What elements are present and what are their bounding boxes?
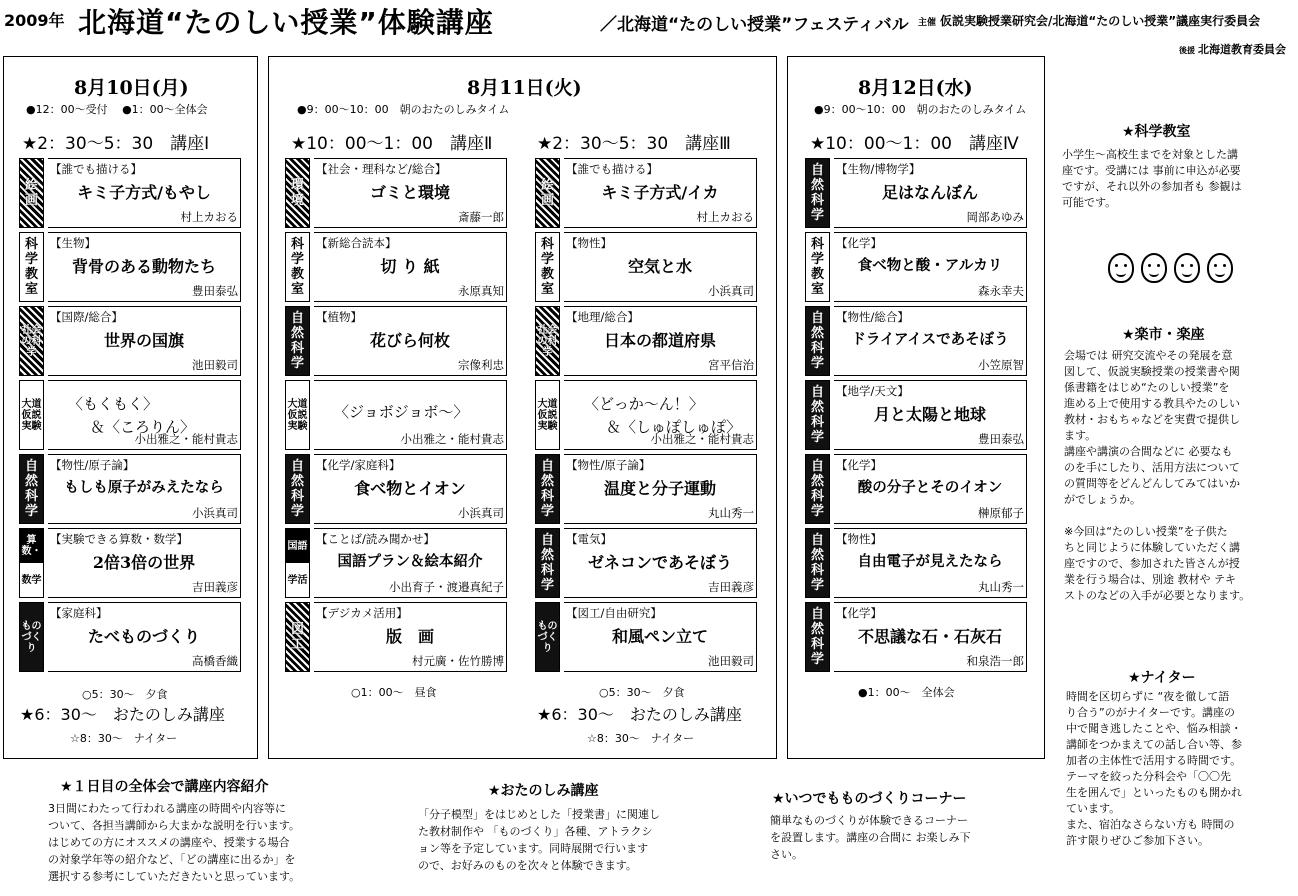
session-title-line2: ＆〈しゅぽしゅぽ〉: [606, 418, 742, 436]
session-presenter: 小笠原智: [978, 358, 1024, 372]
organizer-label: 主催: [918, 18, 937, 28]
session-body: [48, 602, 241, 672]
fun-lecture-text: [418, 806, 660, 874]
session-presenter: 小出雅之・能村貴志: [650, 432, 754, 446]
session-title: キミ子方式/もやし: [77, 183, 211, 202]
session-category: 【植物】: [316, 310, 362, 324]
session-title: 世界の国旗: [103, 331, 184, 350]
day-schedule: ●9：00〜10：00 朝のおたのしみタイム: [814, 103, 1027, 116]
session-presenter: 斎藤一郎: [458, 210, 504, 224]
text-line: 中で聞き逃したことや、悩み相談・: [1066, 722, 1242, 735]
session-presenter: 村上カおる: [696, 210, 754, 224]
genre-tab: 科学教室: [19, 232, 44, 302]
session-card: [285, 378, 507, 452]
session-card: [805, 304, 1027, 378]
session-column: [19, 156, 241, 674]
session-slot: ★2：30〜5：30 講座Ⅰ: [22, 134, 210, 154]
session-body: [48, 454, 241, 524]
text-line: がでしょうか。: [1064, 493, 1141, 506]
session-category: 【デジカメ活用】: [316, 606, 408, 620]
session-card: [535, 304, 757, 378]
session-body: [314, 602, 507, 672]
session-slot: ★10：00〜1：00 講座Ⅱ: [291, 134, 493, 154]
intro-text: [48, 800, 300, 885]
intro-heading: ★１日目の全体会で講座内容紹介: [60, 779, 269, 795]
text-line: 許す限りぜひご参加下さい。: [1066, 834, 1209, 847]
session-category: 【物性/総合】: [836, 310, 909, 324]
session-title: 不思議な石・石灰石: [857, 627, 1002, 646]
session-category: 【生物】: [50, 236, 96, 250]
nighter-text: [1066, 689, 1294, 849]
session-presenter: 永原真知: [458, 284, 504, 298]
session-body: [314, 528, 507, 598]
session-body: [834, 528, 1027, 598]
session-body: [834, 158, 1027, 228]
session-title: 月と太陽と地球: [873, 405, 986, 424]
genre-tab: 社会の科学: [535, 306, 560, 376]
genre-tab-top: 国語: [286, 529, 309, 563]
session-card: [805, 378, 1027, 452]
session-card: [285, 156, 507, 230]
session-body: [564, 158, 757, 228]
smiley-face-icon: [1207, 253, 1233, 283]
session-body: [564, 602, 757, 672]
session-presenter: 小浜真司: [458, 506, 504, 520]
text-line: ています。: [1066, 802, 1121, 815]
session-card: [535, 156, 757, 230]
genre-tab: 自然科学: [805, 306, 830, 376]
session-card: [19, 600, 241, 674]
session-body: [48, 380, 241, 450]
science-heading: ★科学教室: [1122, 124, 1191, 140]
session-title: もしも原子がみえたなら: [64, 479, 224, 496]
session-card: [19, 156, 241, 230]
text-line: の対象学年等の紹介など、「どの講座に出るか」を: [48, 853, 296, 866]
session-body: [314, 158, 507, 228]
genre-tab: 自然科学: [805, 380, 830, 450]
session-presenter: 岡部あゆみ: [966, 210, 1024, 224]
session-body: [48, 306, 241, 376]
session-card: [19, 452, 241, 526]
genre-tab: 大道仮説実験: [19, 380, 44, 450]
session-title-line1: 〈どっか〜ん！〉: [584, 395, 704, 413]
smiley-face-icon: [1141, 253, 1167, 283]
session-presenter: 榊原郁子: [978, 506, 1024, 520]
session-title: 温度と分子運動: [603, 479, 716, 498]
session-presenter: 和泉浩一郎: [966, 654, 1024, 668]
text-line: 座です。受講には 事前に申込が必要: [1062, 164, 1241, 177]
text-line: 簡単なものづくりが体験できるコーナー: [770, 814, 968, 827]
session-body: [834, 454, 1027, 524]
session-category: 【化学/家庭科】: [316, 458, 401, 472]
session-body: [314, 380, 507, 450]
session-category: 【社会・理科など/総合】: [316, 162, 447, 176]
session-category: 【生物/博物学】: [836, 162, 921, 176]
session-title: ドライアイスであそぼう: [851, 331, 1009, 348]
footer-dinner: ○5：30〜 夕食: [82, 688, 168, 701]
nighter-heading: ★ナイター: [1128, 670, 1196, 686]
making-corner-text: [770, 812, 971, 863]
session-category: 【家庭科】: [50, 606, 108, 620]
genre-tab: 図工: [285, 602, 310, 672]
session-body: [834, 232, 1027, 302]
genre-tab-bottom: 数学: [20, 563, 43, 597]
text-line: 可能です。: [1062, 196, 1117, 209]
session-presenter: 吉田義彦: [192, 580, 238, 594]
session-card: [805, 600, 1027, 674]
smiley-face-icon: [1108, 253, 1134, 283]
session-body: [564, 306, 757, 376]
session-slot: ★2：30〜5：30 講座Ⅲ: [537, 134, 731, 154]
session-card: [805, 452, 1027, 526]
supporter-label: 後援: [1179, 46, 1195, 55]
text-line: 業を行う場合は、別途 教材や テキ: [1064, 573, 1236, 586]
session-category: 【新総合読本】: [316, 236, 397, 250]
genre-tab: 絵画: [535, 158, 560, 228]
header-year: 2009年: [4, 11, 65, 30]
genre-tab: 社会の科学: [19, 306, 44, 376]
session-title: 食べ物と酸・アルカリ: [857, 257, 1003, 274]
footer-fun-lecture: ★6：30〜 おたのしみ講座: [537, 705, 742, 724]
text-line: ので、お好みのものを次々と体験できます。: [418, 859, 637, 872]
session-presenter: 小出雅之・能村貴志: [400, 432, 504, 446]
genre-tab: 科学教室: [285, 232, 310, 302]
session-category: 【ことば/読み聞かせ】: [316, 532, 435, 546]
genre-tab: 自然科学: [805, 528, 830, 598]
session-body: [834, 380, 1027, 450]
session-title: 花びら何枚: [369, 331, 450, 350]
market-text: [1064, 348, 1292, 604]
session-title: 日本の都道府県: [603, 331, 716, 350]
text-line: [1064, 508, 1292, 524]
genre-tab-top: 算数・: [20, 529, 43, 563]
session-card: [805, 230, 1027, 304]
session-title: 食べ物とイオン: [354, 479, 466, 498]
text-line: また、宿泊なさらない方も 時間の: [1066, 818, 1235, 831]
session-card: [285, 304, 507, 378]
genre-tab: 科学教室: [805, 232, 830, 302]
session-category: 【物性】: [836, 532, 882, 546]
session-title: [334, 401, 468, 424]
session-presenter: 豊田泰弘: [192, 284, 238, 298]
text-line: 3日間にわたって行われる講座の時間や内容等に: [48, 802, 286, 815]
text-line: 座ですので、参加された皆さんが授: [1064, 557, 1240, 570]
session-card: [19, 378, 241, 452]
session-presenter: 宗像利忠: [458, 358, 504, 372]
session-column: [285, 156, 507, 674]
text-line: 進める上で使用する教具やたのしい: [1064, 397, 1240, 410]
session-presenter: 丸山秀一: [978, 580, 1024, 594]
session-title: 切 り 紙: [380, 257, 440, 276]
session-title: 国語プラン＆絵本紹介: [337, 553, 483, 570]
text-line: の質問等をどんどんしてみてはいか: [1064, 477, 1240, 490]
genre-tab: 科学教室: [535, 232, 560, 302]
text-line: 教材・おもちゃなどを実費で提供し: [1064, 413, 1240, 426]
genre-tab: 環境: [285, 158, 310, 228]
day-schedule: ●12：00〜受付 ●1：00〜全体会: [26, 103, 208, 116]
session-body: [314, 454, 507, 524]
genre-tab: 自然科学: [805, 454, 830, 524]
text-line: ついて、各担当講師から大まかな説明を行います。: [48, 819, 300, 832]
session-card: [805, 526, 1027, 600]
session-category: 【地学/天文】: [836, 384, 909, 398]
session-title: 自由電子が見えたなら: [857, 553, 1003, 570]
session-category: 【実験できる算数・数学】: [50, 532, 188, 546]
session-card: [805, 156, 1027, 230]
text-line: 生を囲んで」といったものも開かれ: [1066, 786, 1242, 799]
session-body: [314, 306, 507, 376]
footer-dinner: ○5：30〜 夕食: [599, 686, 685, 699]
session-body: [834, 602, 1027, 672]
session-category: 【化学】: [836, 236, 882, 250]
session-presenter: 小出育子・渡邉真紀子: [389, 580, 504, 594]
genre-tab: 自然科学: [19, 454, 44, 524]
text-line: た教材制作や 「ものづくり」各種、アトラクシ: [418, 825, 653, 838]
session-presenter: 小浜真司: [192, 506, 238, 520]
day-box-aug10: [3, 56, 258, 759]
genre-tab: 自然科学: [805, 158, 830, 228]
session-card: [19, 230, 241, 304]
session-card: [535, 230, 757, 304]
session-category: 【物性】: [566, 236, 612, 250]
session-presenter: 池田毅司: [708, 654, 754, 668]
session-body: [48, 158, 241, 228]
session-category: 【誰でも描ける】: [50, 162, 142, 176]
organizer: [918, 12, 1260, 29]
day-schedule: ●9：00〜10：00 朝のおたのしみタイム: [297, 103, 510, 116]
genre-tab-bottom: 学活: [286, 563, 309, 597]
smiley-faces-illustration: [1108, 253, 1233, 283]
session-title: たべものづくり: [87, 627, 200, 646]
footer-fun-lecture: ★6：30〜 おたのしみ講座: [20, 705, 225, 724]
text-line: さい。: [770, 848, 803, 861]
making-corner-heading: ★いつでもものづくりコーナー: [772, 791, 967, 807]
session-presenter: 豊田泰弘: [978, 432, 1024, 446]
session-title-line1: 〈ジョボジョボ〜〉: [334, 403, 469, 421]
session-body: [564, 232, 757, 302]
genre-tab: ものづくり: [535, 602, 560, 672]
session-presenter: 高橋香織: [192, 654, 238, 668]
session-body: [834, 306, 1027, 376]
session-title: 背骨のある動物たち: [71, 257, 216, 276]
genre-tab: ものづくり: [19, 602, 44, 672]
session-title: 2倍3倍の世界: [92, 553, 196, 572]
session-presenter: 小浜真司: [708, 284, 754, 298]
session-column: [535, 156, 757, 674]
text-line: 「分子模型」をはじめとした「授業書」に関連し: [418, 808, 660, 821]
session-title: 酸の分子とそのイオン: [857, 479, 1003, 496]
session-card: [535, 378, 757, 452]
session-card: [535, 452, 757, 526]
text-line: 講師をつかまえての話し合い等、参: [1066, 738, 1242, 751]
session-title: 空気と水: [627, 257, 692, 276]
session-category: 【誰でも描ける】: [566, 162, 658, 176]
text-line: 選択する参考にしていただきたいと思っています。: [48, 870, 301, 883]
session-title-line2: ＆〈ころりん〉: [90, 418, 196, 436]
text-line: のを手にしたり、活用方法について: [1064, 461, 1240, 474]
text-line: ※今回は“たのしい授業”を子供た: [1064, 525, 1228, 538]
session-slot: ★10：00〜1：00 講座Ⅳ: [810, 134, 1019, 154]
genre-tab: 大道仮説実験: [535, 380, 560, 450]
genre-tab: [285, 528, 310, 598]
genre-tab: [19, 528, 44, 598]
session-category: 【化学】: [836, 458, 882, 472]
session-body: [564, 528, 757, 598]
session-category: 【物性/原子論】: [566, 458, 651, 472]
session-card: [535, 600, 757, 674]
text-line: を設置します。講座の合間に お楽しみ下: [770, 831, 971, 844]
day-date: 8月10日(月): [74, 77, 189, 99]
genre-tab: 自然科学: [535, 454, 560, 524]
genre-tab: 自然科学: [285, 454, 310, 524]
session-body: [48, 232, 241, 302]
footer-nighter: ☆8：30〜 ナイター: [70, 732, 178, 745]
session-title-line1: 〈もくもく〉: [68, 395, 159, 413]
session-body: [564, 454, 757, 524]
footer-nighter: ☆8：30〜 ナイター: [587, 732, 695, 745]
text-line: テーマを絞った分科会や「〇〇先: [1066, 770, 1231, 783]
session-title: 和風ペン立て: [611, 627, 708, 646]
page-title: 北海道“たのしい授業”体験講座: [78, 6, 494, 39]
session-title: 足はなんぼん: [881, 183, 978, 202]
session-presenter: 小出雅之・能村貴志: [134, 432, 238, 446]
genre-tab: 自然科学: [535, 528, 560, 598]
supporter: [1179, 41, 1286, 57]
genre-tab: 大道仮説実験: [285, 380, 310, 450]
session-category: 【図工/自由研究】: [566, 606, 662, 620]
session-card: [535, 526, 757, 600]
session-title: 版 画: [385, 627, 434, 646]
smiley-face-icon: [1174, 253, 1200, 283]
text-line: ちと同じように体験していただく講: [1064, 541, 1240, 554]
footer-lunch: ○1：00〜 昼食: [351, 686, 437, 699]
fun-lecture-heading: ★おたのしみ講座: [488, 783, 599, 799]
session-presenter: 池田毅司: [192, 358, 238, 372]
session-card: [285, 600, 507, 674]
session-body: [564, 380, 757, 450]
text-line: 小学生〜高校生までを対象とした講: [1062, 148, 1238, 161]
session-title: ゼネコンであそぼう: [587, 553, 732, 572]
text-line: ですが、それ以外の参加者も 参観は: [1062, 180, 1242, 193]
session-card: [285, 230, 507, 304]
text-line: 時間を区切らずに “夜を徹して語: [1066, 690, 1230, 703]
day-box-aug12: [787, 56, 1045, 759]
session-card: [19, 526, 241, 600]
session-presenter: 丸山秀一: [708, 506, 754, 520]
text-line: ます。: [1064, 429, 1097, 442]
session-presenter: 森永幸夫: [978, 284, 1024, 298]
session-category: 【電気】: [566, 532, 612, 546]
text-line: り合う”のがナイターです。講座の: [1066, 706, 1236, 719]
session-presenter: 宮平信治: [708, 358, 754, 372]
genre-tab: 自然科学: [285, 306, 310, 376]
text-line: 講座や講演の合間などに 必要なも: [1064, 445, 1233, 458]
genre-tab: 自然科学: [805, 602, 830, 672]
text-line: 会場では 研究交流やその発展を意: [1064, 349, 1233, 362]
session-category: 【化学】: [836, 606, 882, 620]
text-line: ストのなどの入手が必要となります。: [1064, 589, 1251, 602]
text-line: 係書籍をはじめ“たのしい授業”を: [1064, 381, 1230, 394]
session-card: [285, 526, 507, 600]
text-line: ョン等を予定しています。同時展開で行います: [418, 842, 649, 855]
day-box-aug11: [268, 56, 777, 759]
market-heading: ★楽市・楽座: [1122, 327, 1205, 343]
session-body: [48, 528, 241, 598]
footer-general-meeting: ●1：00〜 全体会: [858, 686, 955, 699]
session-category: 【物性/原子論】: [50, 458, 135, 472]
genre-tab: 絵画: [19, 158, 44, 228]
day-date: 8月12日(水): [858, 77, 973, 99]
day-date: 8月11日(火): [467, 77, 582, 99]
science-text: [1062, 147, 1290, 211]
session-title: ゴミと環境: [369, 183, 450, 202]
session-presenter: 吉田義彦: [708, 580, 754, 594]
organizer-name: 仮説実験授業研究会/北海道“たのしい授業”議座実行委員会: [940, 14, 1261, 28]
session-presenter: 村上カおる: [180, 210, 238, 224]
session-body: [314, 232, 507, 302]
text-line: 加者の主体性で活用する時間です。: [1066, 754, 1242, 767]
text-line: 図して、仮説実験授業の授業書や関: [1064, 365, 1240, 378]
text-line: はじめての方にオススメの講座や、授業する場合: [48, 836, 290, 849]
page-subtitle: ／北海道“たのしい授業”フェスティバル: [600, 15, 909, 35]
session-category: 【国際/総合】: [50, 310, 123, 324]
session-presenter: 村元廣・佐竹勝博: [412, 654, 504, 668]
session-category: 【地理/総合】: [566, 310, 639, 324]
supporter-name: 北海道教育委員会: [1198, 43, 1286, 56]
session-card: [285, 452, 507, 526]
session-column: [805, 156, 1027, 674]
session-title: キミ子方式/イカ: [601, 183, 719, 202]
session-card: [19, 304, 241, 378]
